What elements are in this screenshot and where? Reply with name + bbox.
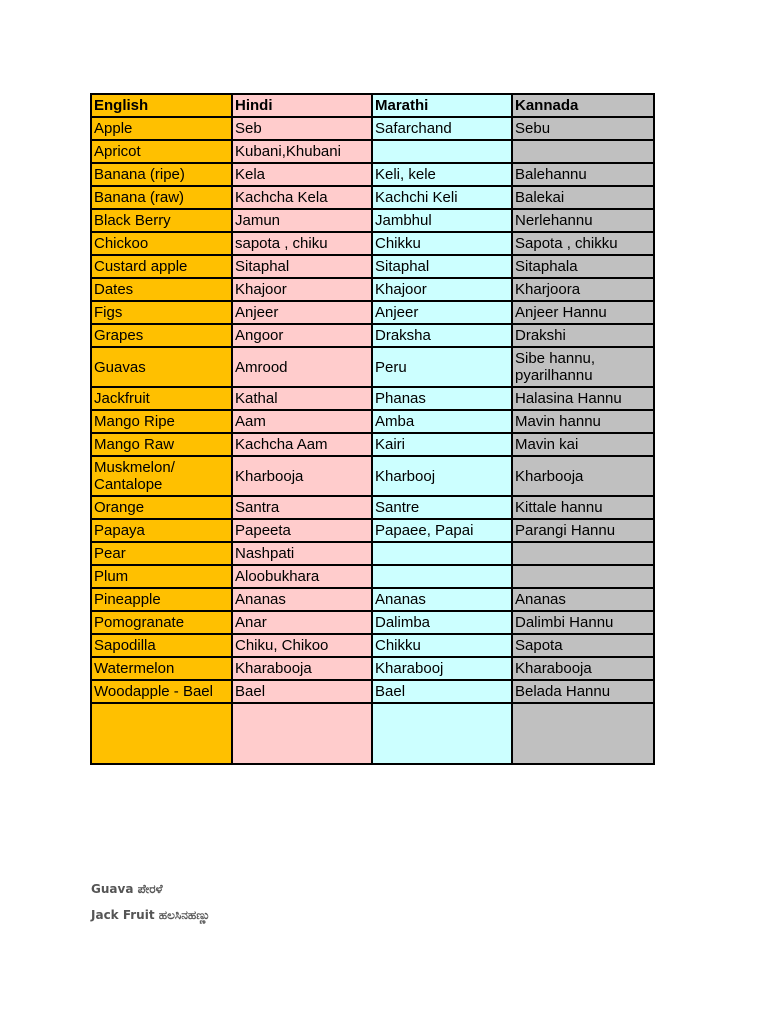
header-row <box>91 94 654 117</box>
table-row <box>91 278 654 301</box>
cell-hindi: Anjeer <box>232 301 372 324</box>
cell-marathi: Sitaphal <box>372 255 512 278</box>
header-english: English <box>91 94 232 117</box>
cell-english: Jackfruit <box>91 387 232 410</box>
cell-english: Pomogranate <box>91 611 232 634</box>
cell-marathi: Chikku <box>372 232 512 255</box>
cell-english: Pear <box>91 542 232 565</box>
cell-english: Orange <box>91 496 232 519</box>
table-row <box>91 611 654 634</box>
note-guava: Guava ಪೇರಳೆ <box>91 882 163 896</box>
table-row <box>91 324 654 347</box>
table-body <box>91 117 654 764</box>
table-row <box>91 588 654 611</box>
cell-hindi: Kharabooja <box>232 657 372 680</box>
cell-hindi: Kachcha Aam <box>232 433 372 456</box>
cell-marathi: Safarchand <box>372 117 512 140</box>
cell-english: Mango Ripe <box>91 410 232 433</box>
cell-marathi: Kachchi Keli <box>372 186 512 209</box>
table-row <box>91 410 654 433</box>
cell-hindi: Santra <box>232 496 372 519</box>
cell-hindi <box>232 703 372 764</box>
cell-marathi <box>372 703 512 764</box>
cell-kannada: Kharjoora <box>512 278 654 301</box>
cell-hindi: Papeeta <box>232 519 372 542</box>
cell-marathi: Jambhul <box>372 209 512 232</box>
cell-english: Mango Raw <box>91 433 232 456</box>
cell-kannada: Drakshi <box>512 324 654 347</box>
cell-english: Sapodilla <box>91 634 232 657</box>
cell-english: Grapes <box>91 324 232 347</box>
cell-english: Guavas <box>91 347 232 387</box>
cell-english: Woodapple - Bael <box>91 680 232 703</box>
cell-kannada <box>512 140 654 163</box>
cell-english: Chickoo <box>91 232 232 255</box>
note-jackfruit: Jack Fruit ಹಲಸಿನಹಣ್ಣು <box>91 908 211 922</box>
cell-marathi <box>372 565 512 588</box>
table-row <box>91 209 654 232</box>
table-row <box>91 565 654 588</box>
cell-hindi: Aloobukhara <box>232 565 372 588</box>
cell-english: Banana (ripe) <box>91 163 232 186</box>
cell-hindi: Khajoor <box>232 278 372 301</box>
table-row <box>91 232 654 255</box>
cell-hindi: Kathal <box>232 387 372 410</box>
cell-marathi: Bael <box>372 680 512 703</box>
cell-kannada: Sebu <box>512 117 654 140</box>
cell-english: Papaya <box>91 519 232 542</box>
cell-hindi: Ananas <box>232 588 372 611</box>
cell-hindi: Aam <box>232 410 372 433</box>
table-row <box>91 433 654 456</box>
cell-marathi: Keli, kele <box>372 163 512 186</box>
cell-english: Black Berry <box>91 209 232 232</box>
table-row <box>91 519 654 542</box>
cell-hindi: sapota , chiku <box>232 232 372 255</box>
table-row <box>91 456 654 496</box>
cell-marathi: Chikku <box>372 634 512 657</box>
cell-kannada: Mavin kai <box>512 433 654 456</box>
cell-marathi: Draksha <box>372 324 512 347</box>
cell-hindi: Amrood <box>232 347 372 387</box>
cell-english: Muskmelon/ Cantalope <box>91 456 232 496</box>
cell-marathi: Papaee, Papai <box>372 519 512 542</box>
table-row <box>91 301 654 324</box>
cell-marathi: Kairi <box>372 433 512 456</box>
fruit-names-table <box>90 93 655 765</box>
cell-marathi: Santre <box>372 496 512 519</box>
cell-hindi: Chiku, Chikoo <box>232 634 372 657</box>
cell-kannada: Kharabooja <box>512 657 654 680</box>
table-row <box>91 186 654 209</box>
cell-english: Figs <box>91 301 232 324</box>
table-row <box>91 163 654 186</box>
cell-marathi: Ananas <box>372 588 512 611</box>
cell-english: Watermelon <box>91 657 232 680</box>
header-kannada: Kannada <box>512 94 654 117</box>
cell-kannada <box>512 703 654 764</box>
cell-kannada: Anjeer Hannu <box>512 301 654 324</box>
cell-kannada: Mavin hannu <box>512 410 654 433</box>
cell-kannada: Kharbooja <box>512 456 654 496</box>
cell-kannada: Parangi Hannu <box>512 519 654 542</box>
cell-kannada: Dalimbi Hannu <box>512 611 654 634</box>
cell-hindi: Kela <box>232 163 372 186</box>
cell-kannada: Sitaphala <box>512 255 654 278</box>
cell-marathi: Khajoor <box>372 278 512 301</box>
table-row <box>91 680 654 703</box>
table-row <box>91 634 654 657</box>
cell-english: Apple <box>91 117 232 140</box>
cell-hindi: Kubani,Khubani <box>232 140 372 163</box>
cell-marathi: Kharbooj <box>372 456 512 496</box>
cell-kannada: Ananas <box>512 588 654 611</box>
cell-hindi: Sitaphal <box>232 255 372 278</box>
cell-kannada: Sapota <box>512 634 654 657</box>
cell-kannada <box>512 565 654 588</box>
table-row <box>91 542 654 565</box>
cell-hindi: Anar <box>232 611 372 634</box>
cell-kannada <box>512 542 654 565</box>
cell-marathi: Dalimba <box>372 611 512 634</box>
cell-hindi: Seb <box>232 117 372 140</box>
header-marathi: Marathi <box>372 94 512 117</box>
table-row <box>91 347 654 387</box>
table-row <box>91 255 654 278</box>
cell-hindi: Nashpati <box>232 542 372 565</box>
table-row <box>91 117 654 140</box>
cell-marathi <box>372 140 512 163</box>
header-hindi: Hindi <box>232 94 372 117</box>
cell-marathi: Peru <box>372 347 512 387</box>
cell-hindi: Jamun <box>232 209 372 232</box>
cell-kannada: Halasina Hannu <box>512 387 654 410</box>
cell-marathi: Phanas <box>372 387 512 410</box>
cell-marathi: Anjeer <box>372 301 512 324</box>
cell-english: Apricot <box>91 140 232 163</box>
cell-hindi: Kachcha Kela <box>232 186 372 209</box>
cell-marathi: Amba <box>372 410 512 433</box>
table-row <box>91 387 654 410</box>
cell-hindi: Bael <box>232 680 372 703</box>
table-row <box>91 657 654 680</box>
cell-kannada: Sapota , chikku <box>512 232 654 255</box>
cell-hindi: Angoor <box>232 324 372 347</box>
table-row <box>91 703 654 764</box>
cell-kannada: Sibe hannu, pyarilhannu <box>512 347 654 387</box>
cell-kannada: Nerlehannu <box>512 209 654 232</box>
cell-hindi: Kharbooja <box>232 456 372 496</box>
cell-english: Dates <box>91 278 232 301</box>
cell-english: Plum <box>91 565 232 588</box>
cell-kannada: Balehannu <box>512 163 654 186</box>
cell-english: Custard apple <box>91 255 232 278</box>
cell-marathi <box>372 542 512 565</box>
cell-english: Pineapple <box>91 588 232 611</box>
table-row <box>91 496 654 519</box>
table-row <box>91 140 654 163</box>
cell-english <box>91 703 232 764</box>
cell-kannada: Kittale hannu <box>512 496 654 519</box>
cell-kannada: Belada Hannu <box>512 680 654 703</box>
cell-english: Banana (raw) <box>91 186 232 209</box>
cell-marathi: Kharabooj <box>372 657 512 680</box>
cell-kannada: Balekai <box>512 186 654 209</box>
